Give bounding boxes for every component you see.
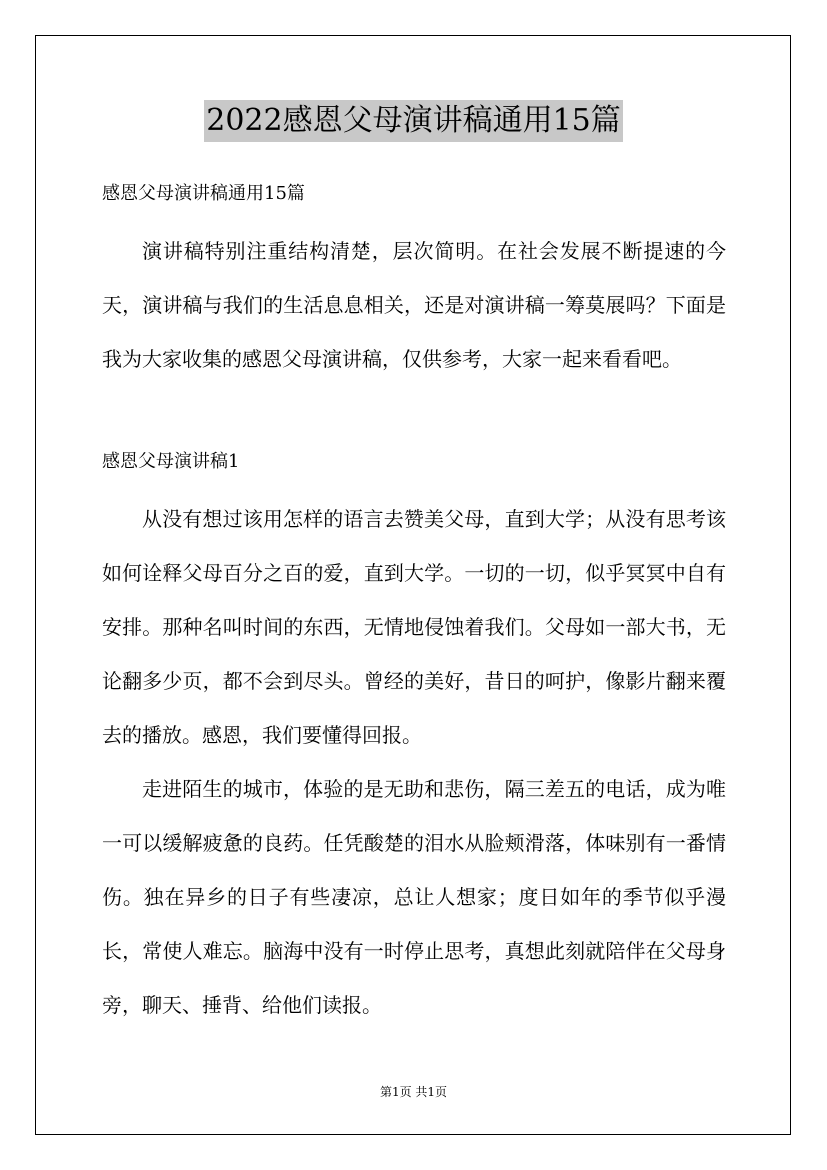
spacer xyxy=(102,212,726,224)
title-container xyxy=(0,100,827,142)
document-subtitle: 感恩父母演讲稿通用15篇 xyxy=(102,183,305,204)
spacer xyxy=(102,386,726,444)
document-title: 2022感恩父母演讲稿通用15篇 xyxy=(204,100,623,142)
body-paragraph-1: 从没有想过该用怎样的语言去赞美父母，直到大学；从没有思考该如何诠释父母百分之百的爱，直到大学。一切的一切，似乎冥冥中自有安排。那种名叫时间的东西，无情地侵蚀着我们。父母如一部大书，无论翻多少页，都不会到尽头。曾经的美好，昔日的呵护，像影片翻来覆去的播放。感恩，我们要懂得回报。 xyxy=(102,507,726,747)
body-paragraph-2: 走进陌生的城市，体验的是无助和悲伤，隔三差五的电话，成为唯一可以缓解疲惫的良药。任凭酸楚的泪水从脸颊滑落，体味别有一番情伤。独在异乡的日子有些凄凉，总让人想家；度日如年的季节似乎漫长，常使人难忘。脑海中没有一时停止思考，真想此刻就陪伴在父母身旁，聊天、捶背、给他们读报。 xyxy=(102,777,726,1017)
page-footer: 第1页 共1页 xyxy=(379,1085,448,1099)
section-heading: 感恩父母演讲稿1 xyxy=(102,451,240,472)
spacer xyxy=(102,480,726,492)
document-body xyxy=(102,176,726,1032)
intro-paragraph: 演讲稿特别注重结构清楚，层次简明。在社会发展不断提速的今天，演讲稿与我们的生活息息相关，还是对演讲稿一筹莫展吗？下面是我为大家收集的感恩父母演讲稿，仅供参考，大家一起来看看吧。 xyxy=(102,239,726,371)
